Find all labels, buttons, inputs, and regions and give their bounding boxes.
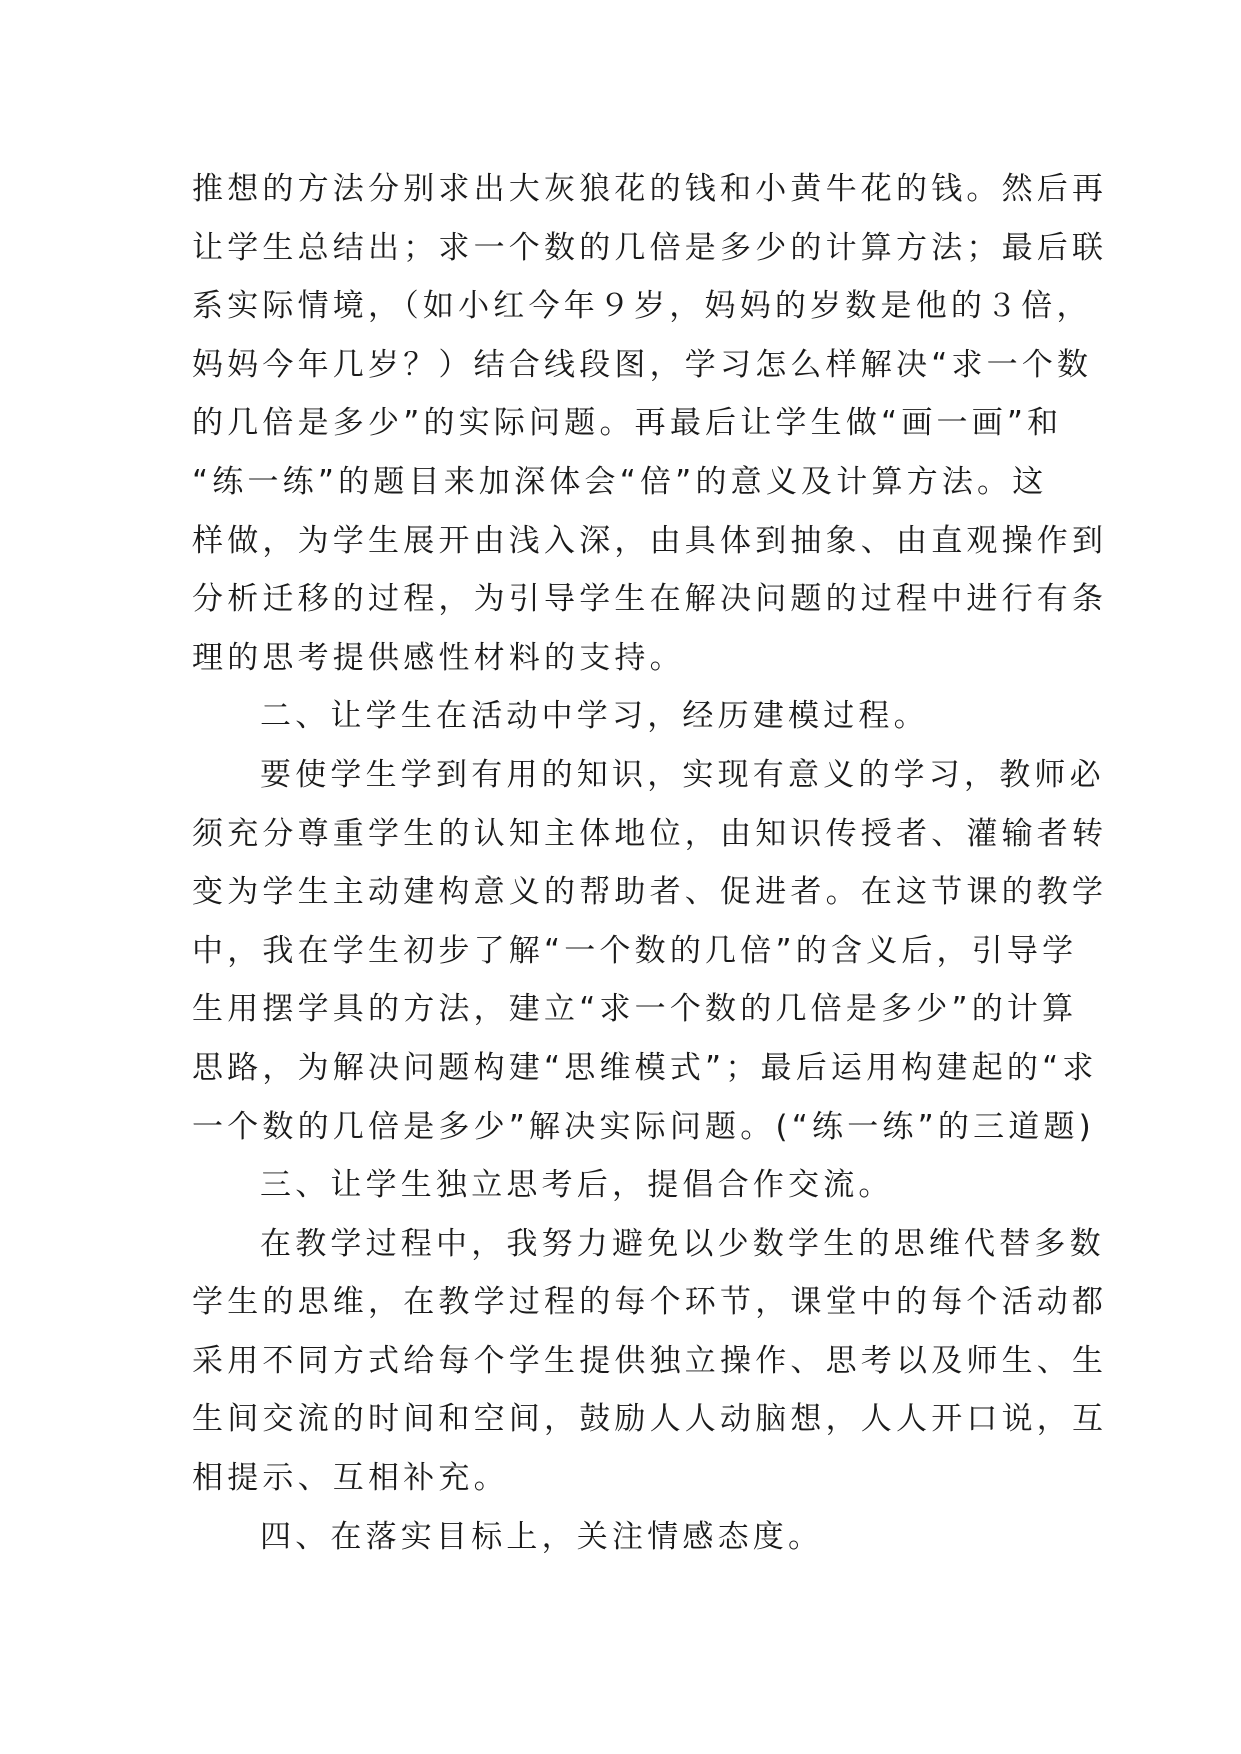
text-line: 变为学生主动建构意义的帮助者、促进者。在这节课的教学 [192,874,1108,911]
text-line: 系实际情境，（如小红今年９岁，妈妈的岁数是他的３倍， [192,288,1092,325]
text-line: 生间交流的时间和空间，鼓励人人动脑想，人人开口说，互 [192,1401,1108,1438]
paragraph-start-line: 在教学过程中，我努力避免以少数学生的思维代替多数 [260,1225,1105,1262]
text-line: 生用摆学具的方法，建立“求一个数的几倍是多少”的计算 [192,991,1078,1028]
text-line: 样做，为学生展开由浅入深，由具体到抽象、由直观操作到 [192,522,1108,559]
text-line: 分析迁移的过程，为引导学生在解决问题的过程中进行有条 [192,581,1108,618]
text-line: 思路，为解决问题构建“思维模式”；最后运用构建起的“求 [192,1049,1098,1086]
text-line: 理的思考提供感性材料的支持。 [192,639,685,676]
text-line: 推想的方法分别求出大灰狼花的钱和小黄牛花的钱。然后再 [192,171,1108,207]
text-line: “练一练”的题目来加深体会“倍”的意义及计算方法。这 [192,463,1048,500]
text-line: 的几倍是多少”的实际问题。再最后让学生做“画一画”和 [192,405,1063,442]
paragraph-start-line: 三、让学生独立思考后，提倡合作交流。 [260,1167,894,1204]
text-line: 相提示、互相补充。 [192,1460,509,1497]
text-line: 中，我在学生初步了解“一个数的几倍”的含义后，引导学 [192,932,1078,969]
text-line: 须充分尊重学生的认知主体地位，由知识传授者、灌输者转 [192,815,1108,852]
body-text [192,160,1108,1566]
paragraph-start-line: 二、让学生在活动中学习，经历建模过程。 [260,698,929,735]
paragraph-start-line: 四、在落实目标上，关注情感态度。 [260,1518,824,1555]
text-line: 妈妈今年几岁？）结合线段图，学习怎么样解决“求一个数 [192,346,1093,383]
text-line: 采用不同方式给每个学生提供独立操作、思考以及师生、生 [192,1342,1108,1379]
text-line: 学生的思维，在教学过程的每个环节，课堂中的每个活动都 [192,1284,1108,1321]
text-line: 一个数的几倍是多少”解决实际问题。(“练一练”的三道题) [192,1108,1095,1145]
text-line: 让学生总结出；求一个数的几倍是多少的计算方法；最后联 [192,229,1108,266]
paragraph-start-line: 要使学生学到有用的知识，实现有意义的学习，教师必 [260,756,1105,793]
